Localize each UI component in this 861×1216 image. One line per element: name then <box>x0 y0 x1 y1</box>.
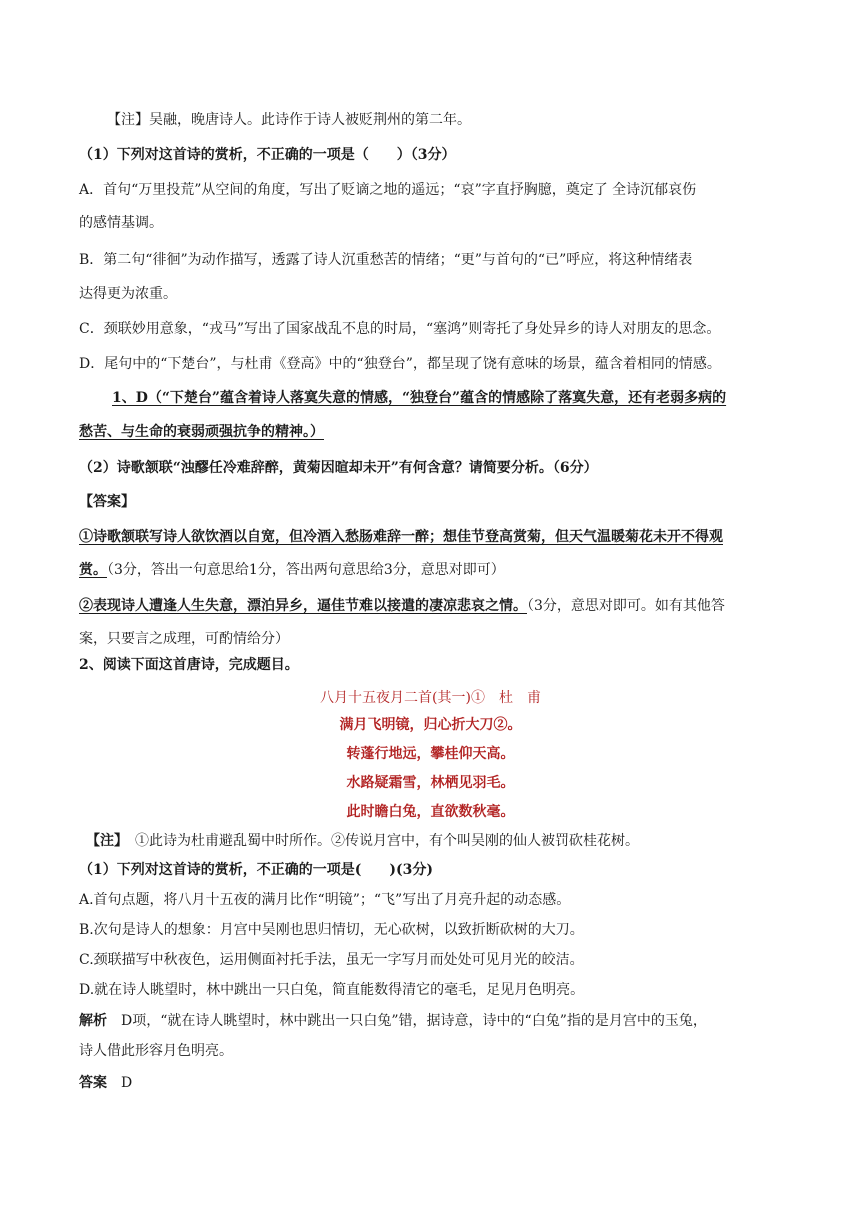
poem-line-3: 水路疑霜雪，林栖见羽毛。 <box>346 775 515 791</box>
question-2-heading: 2、阅读下面这首唐诗，完成题目。 <box>79 657 299 673</box>
final-answer <box>79 1073 132 1093</box>
note-2 <box>86 831 639 851</box>
option-2d: D.就在诗人眺望时，林中跳出一只白兔，简直能数得清它的毫毛，足见月色明亮。 <box>79 982 585 998</box>
answer-2-point1-score: （3分，答出一句意思给1分，答出两句意思给3分，意思对即可） <box>107 562 505 578</box>
answer-2-point2-score: （3分，意思对即可。如有其他答 <box>527 598 725 614</box>
option-d: D．尾句中的“下楚台”，与杜甫《登高》中的“独登台”，都呈现了饶有意味的场景，蕴含着相同的情感。 <box>79 356 721 372</box>
answer-1-line1: 1、D（“下楚台”蕴含着诗人落寞失意的情感，“独登台”蕴含的情感除了落寞失意，还有老弱多病的 <box>112 390 727 406</box>
note-1: 【注】吴融，晚唐诗人。此诗作于诗人被贬荆州的第二年。 <box>107 112 471 128</box>
answer-2-point2-text: ②表现诗人遭逢人生失意，漂泊异乡，逼佳节难以接遣的凄凉悲哀之情。 <box>79 598 527 614</box>
final-answer-value: D <box>121 1075 133 1091</box>
option-a: A．首句“万里投荒”从空间的角度，写出了贬谪之地的遥远；“哀”字直抒胸臆，奠定了 全诗沉郁哀伤 <box>79 182 697 198</box>
option-c: C．颈联妙用意象，“戎马”写出了国家战乱不息的时局，“塞鸿”则寄托了身处异乡的诗人对朋友的思念。 <box>79 321 721 337</box>
final-answer-label: 答案 <box>79 1075 107 1091</box>
answer-2-point1-cont <box>79 560 505 580</box>
answer-2-point1-tail: 赏。 <box>79 562 107 578</box>
analysis-label: 解析 <box>79 1013 107 1029</box>
poem-line-2: 转蓬行地远，攀桂仰天高。 <box>346 746 515 762</box>
answer-2-point1: ①诗歌颔联写诗人欲饮酒以自宽，但冷酒入愁肠难辞一醉；想佳节登高赏菊，但天气温暖菊花未开不得观 <box>79 529 723 545</box>
analysis <box>79 1011 707 1031</box>
option-a-cont: 的感情基调。 <box>79 215 163 231</box>
answer-label: 【答案】 <box>79 494 135 510</box>
analysis-cont: 诗人借此形容月色明亮。 <box>79 1043 233 1059</box>
answer-1-line2: 愁苦、与生命的衰弱顽强抗争的精神。） <box>79 424 324 440</box>
option-b-cont: 达得更为浓重。 <box>79 286 177 302</box>
poem-line-4: 此时瞻白兔，直欲数秋毫。 <box>346 804 515 820</box>
analysis-text: D项，“就在诗人眺望时，林中跳出一只白兔”错，据诗意，诗中的“白兔”指的是月宫中的玉兔， <box>121 1013 707 1029</box>
note-2-label: 【注】 <box>86 833 121 849</box>
option-b: B．第二句“徘徊”为动作描写，透露了诗人沉重愁苦的情绪；“更”与首句的“已”呼应，将这种情绪表 <box>79 252 693 268</box>
question-1-1: （1）下列对这首诗的赏析，不正确的一项是（ ）（3分） <box>79 147 456 163</box>
poem-line-1: 满月飞明镜，归心折大刀②。 <box>339 717 522 733</box>
note-2-text: ①此诗为杜甫避乱蜀中时所作。②传说月宫中，有个叫吴刚的仙人被罚砍桂花树。 <box>135 833 639 849</box>
option-2a: A.首句点题，将八月十五夜的满月比作“明镜”；“飞”写出了月亮升起的动态感。 <box>79 892 571 908</box>
answer-2-point2 <box>79 596 725 616</box>
poem-title: 八月十五夜月二首(其一)① 杜 甫 <box>320 690 541 706</box>
question-1-2: （2）诗歌颔联“浊醪任冷难辞醉，黄菊因暄却未开”有何含意？请简要分析。（6分） <box>79 460 598 476</box>
answer-2-point2-cont: 案，只要言之成理，可酌情给分） <box>79 631 289 647</box>
question-2-1: （1）下列对这首诗的赏析，不正确的一项是( )(3分) <box>79 862 433 878</box>
option-2b: B.次句是诗人的想象：月宫中吴刚也思归情切，无心砍树，以致折断砍树的大刀。 <box>79 922 584 938</box>
option-2c: C.颈联描写中秋夜色，运用侧面衬托手法，虽无一字写月而处处可见月光的皎洁。 <box>79 952 584 968</box>
